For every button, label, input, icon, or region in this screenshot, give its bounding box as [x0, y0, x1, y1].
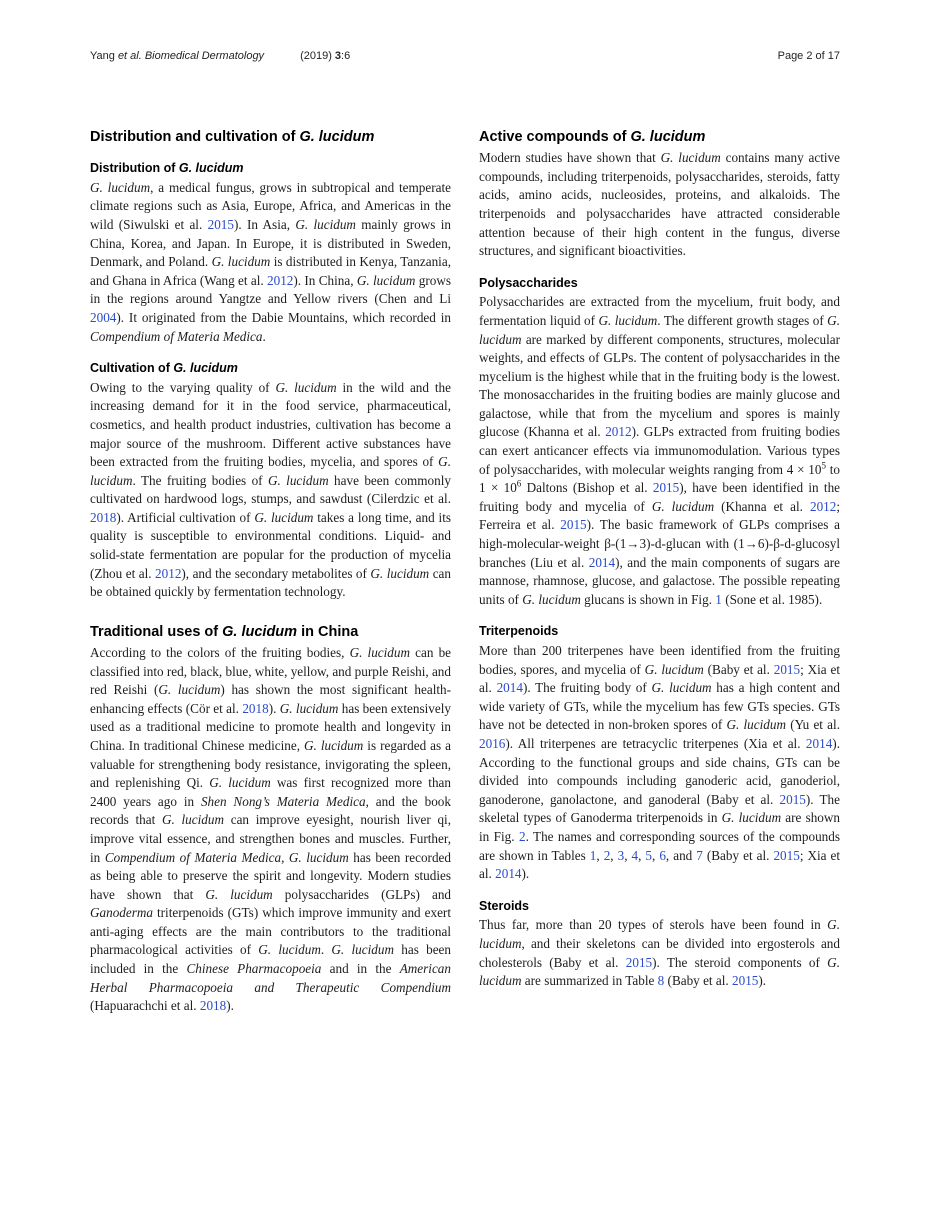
italic-text: G. lucidum	[222, 623, 298, 640]
citation-link[interactable]: 2014	[588, 554, 616, 570]
citation-link[interactable]: 1	[589, 847, 597, 863]
italic-text: G. lucidum	[267, 472, 329, 488]
citation-link[interactable]: 2014	[496, 680, 523, 696]
italic-text: Compendium of Materia Medica	[104, 849, 282, 865]
citation-link[interactable]: 2012	[155, 565, 182, 581]
citation-link[interactable]: 2014	[495, 866, 522, 882]
citation-link[interactable]: 3	[617, 847, 625, 863]
right-column	[479, 128, 840, 1016]
citation-link[interactable]: 2016	[479, 736, 506, 751]
superscript: 5	[821, 460, 826, 471]
italic-text: G. lucidum	[721, 810, 782, 826]
italic-text: et al. Biomedical Dermatology	[117, 50, 265, 62]
citation-link[interactable]: 6	[659, 847, 666, 863]
italic-text: G. lucidum	[349, 644, 411, 660]
citation-link[interactable]: 8	[657, 973, 665, 989]
italic-text: G. lucidum	[279, 700, 339, 716]
italic-text: G. lucidum	[288, 849, 349, 865]
section-heading: Active compounds of G. lucidum	[479, 129, 706, 145]
citation-link[interactable]: 2015	[779, 791, 806, 807]
superscript: 6	[516, 478, 522, 489]
italic-text: Compendium of Materia Medica	[90, 328, 263, 344]
italic-text: American Herbal Pharmacopoeia and Therapeutic Compendium	[90, 961, 451, 995]
running-head	[90, 50, 350, 62]
italic-text: G. lucidum	[522, 591, 581, 607]
italic-text: G. lucidum	[630, 129, 706, 145]
italic-text: G. lucidum	[295, 216, 356, 232]
italic-text: G. lucidum	[598, 312, 658, 328]
citation-link[interactable]: 2012	[605, 424, 632, 440]
citation-link[interactable]: 5	[645, 847, 653, 863]
citation-link[interactable]: 2018	[199, 998, 227, 1014]
paragraph: According to the colors of the fruiting bodies, G. lucidum can be classified into red, black, blue, white, yellow, and purple Reishi, and red Reishi (G. lucidum) has shown the most significant health-enhancing effects (Cör et al. 2018). G. lucidum has been extensively used as a traditional medicine to promote health and longevity in China. In traditional Chinese medicine, G. lucidum is regarded as a valuable for strengthening body resistance, invigorating the spleen, and replenishing Qi. G. lucidum was first recognized more than 2400 years ago in Shen Nong’s Materia Medica, and the book records that G. lucidum can improve eyesight, nourish liver qi, improve vital essence, and strengthen bones and muscles. Further, in Compendium of Materia Medica, G. lucidum has been recorded as being able to preserve the spirit and longevity. Modern studies have shown that G. lucidum polysaccharides (GLPs) and Ganoderma triterpenoids (GTs) which improve immunity and exert anti-aging effects are the main contributors to the traditional pharmacological activities of G. lucidum. G. lucidum has been included in the Chinese Pharmacopoeia and in the American Herbal Pharmacopoeia and Therapeutic Compendium (Hapuarachchi et al. 2018).	[90, 644, 452, 1014]
paragraph: Thus far, more than 20 types of sterols have been found in G. lucidum, and their skeletons can be divided into ergosterols and cholesterols (Baby et al. 2015). The steroid components of G. lucidum are summarized in Table 8 (Baby et al. 2015).	[479, 917, 840, 989]
italic-text: G. lucidum	[479, 917, 840, 951]
citation-link[interactable]: 2015	[732, 973, 759, 989]
italic-text: G. lucidum	[651, 498, 715, 514]
italic-text: G. lucidum	[356, 272, 416, 288]
citation-link[interactable]: 2015	[773, 847, 800, 863]
italic-text: G. lucidum	[370, 565, 430, 581]
italic-text: G. lucidum	[205, 886, 273, 902]
italic-text: Shen Nong’s Materia Medica	[200, 793, 366, 809]
subsection-heading: Cultivation of G. lucidum	[90, 361, 238, 376]
italic-text: G. lucidum	[299, 129, 375, 145]
subsection-heading: Polysaccharides	[479, 275, 578, 290]
italic-text: G. lucidum	[162, 812, 225, 828]
running-head-volume: (2019) 3:6	[300, 50, 351, 62]
italic-text: G. lucidum	[651, 680, 712, 696]
article-body	[90, 128, 840, 1016]
italic-text: G. lucidum	[331, 942, 394, 958]
citation-link[interactable]: 2015	[207, 216, 234, 232]
citation-link[interactable]: 2015	[560, 517, 587, 533]
italic-text: G. lucidum	[90, 454, 451, 488]
italic-text: G. lucidum	[90, 179, 151, 195]
citation-link[interactable]: 4	[631, 847, 639, 863]
italic-text: G. lucidum	[644, 661, 704, 677]
italic-text: G. lucidum	[158, 682, 221, 698]
running-head-citation: Yang et al. Biomedical Dermatology	[90, 50, 265, 62]
citation-link[interactable]: 2015	[652, 480, 680, 496]
section-heading: Distribution and cultivation of G. lucidum	[90, 129, 375, 145]
italic-text: G. lucidum	[304, 737, 364, 753]
subsection-heading: Distribution of G. lucidum	[90, 161, 244, 176]
citation-link[interactable]: 2014	[805, 736, 833, 751]
italic-text: G. lucidum	[254, 509, 314, 525]
left-column	[90, 128, 451, 1016]
subsection-heading: Steroids	[479, 898, 530, 913]
italic-text: G. lucidum	[275, 379, 337, 395]
citation-link[interactable]: 2	[518, 828, 526, 844]
italic-text: G. lucidum	[660, 150, 721, 166]
paragraph: Polysaccharides are extracted from the mycelium, fruit body, and fermentation liquid of G. lucidum. The different growth stages of G. lucidum are marked by different components, structures, molecular weights, and effects of GLPs. The content of polysaccharides in the mycelium is the highest while that in the fruiting body is the lowest. The monosaccharides in the fruiting bodies are mainly glucose and galactose, while that from the mycelium and spores is mainly glucose (Khanna et al. 2012). GLPs extracted from fruiting bodies can exert anticancer effects via immunomodulation. Various types of polysaccharides, with molecular weights ranging from $4 \times 10^5$ to $1 \times 10^6$ Daltons (Bishop et al. 2015), have been identified in the fruiting body and mycelia of G. lucidum (Khanna et al. 2012; Ferreira et al. 2015). The basic framework of GLPs comprises a high-molecular-weight β-(1→3)-d-glucan with (1→6)-β-d-glucosyl branches (Liu et al. 2014), and the main components of sugars are mannose, rhamnose, glucose, and galactose. The possible repeating units of G. lucidum glucans is shown in Fig. 1 (Sone et al. 1985).	[479, 294, 841, 607]
citation-link[interactable]: 7	[696, 847, 703, 863]
subsection-heading: Triterpenoids	[479, 624, 559, 639]
italic-text: Ganoderma	[90, 905, 154, 921]
citation-link[interactable]: 2018	[90, 509, 117, 525]
paragraph: G. lucidum, a medical fungus, grows in subtropical and temperate climate regions such as Asia, Europe, Africa, and Americas in the wild (Siwulski et al. 2015). In Asia, G. lucidum mainly grows in China, Korea, and Japan. In Europe, it is distributed in Sweden, Denmark, and Poland. G. lucidum is distributed in Kenya, Tanzania, and Ghana in Africa (Wang et al. 2012). In China, G. lucidum grows in the regions around Yangtze and Yellow rivers (Chen and Li 2004). It originated from the Dabie Mountains, which recorded in Compendium of Materia Medica.	[90, 179, 452, 344]
citation-link[interactable]: 1	[715, 591, 722, 607]
citation-link[interactable]: 2015	[773, 661, 801, 677]
italic-text: G. lucidum	[479, 312, 840, 347]
page-number: Page 2 of 17	[777, 50, 840, 62]
citation-link[interactable]: 2018	[242, 700, 269, 716]
citation-link[interactable]: 2015	[625, 954, 653, 970]
paragraph: Owing to the varying quality of G. lucidum in the wild and the increasing demand for it in the food service, pharmaceutical, cosmetics, and health product industries, cultivation has become a major source of the mushroom. Different active substances have been extracted from the fruiting bodies, mycelia, and spores of G. lucidum. The fruiting bodies of G. lucidum have been commonly cultivated on hardwood logs, stumps, and sawdust (Cilerdzic et al. 2018). Artificial cultivation of G. lucidum takes a long time, and its quality is susceptible to environmental conditions. Liquid- and solid-state fermentation are popular for the production of mycelia (Zhou et al. 2012), and the secondary metabolites of G. lucidum can be obtained quickly by fermentation technology.	[90, 379, 451, 600]
italic-text: G. lucidum	[479, 954, 840, 989]
paragraph: More than 200 triterpenes have been identified from the fruiting bodies, spores, and mycelia of G. lucidum (Baby et al. 2015; Xia et al. 2014). The fruiting body of G. lucidum has a high content and wide variety of GTs, while the mycelium has few GTs species. GTs have not be detected in non-broken spores of G. lucidum (Yu et al. 2016). All triterpenes are tetracyclic triterpenes (Xia et al. 2014). According to the functional groups and side chains, GTs can be divided into compounds including ganoderic acid, ganoderiol, ganoderone, ganolactone, and ganoderal (Baby et al. 2015). The skeletal types of Ganoderma triterpenoids in G. lucidum are shown in Fig. 2. The names and corresponding sources of the compounds are shown in Tables 1, 2, 3, 4, 5, 6, and 7 (Baby et al. 2015; Xia et al. 2014).	[479, 643, 841, 882]
italic-text: G. lucidum	[209, 775, 271, 791]
italic-text: G. lucidum	[178, 161, 244, 176]
bold-text: 3	[334, 50, 342, 62]
paragraph: Modern studies have shown that G. lucidum contains many active compounds, including triterpenoids, polysaccharides, steroids, fatty acids, amino acids, nucleosides, proteins, and alkaloids. The triterpenoids and polysaccharides have attracted considerable attention because of their high content in the fungus, diverse structures, and significant bioactivities.	[479, 150, 840, 259]
page-header	[90, 50, 840, 62]
italic-text: G. lucidum	[258, 942, 321, 958]
citation-link[interactable]: 2012	[809, 498, 837, 514]
italic-text: G. lucidum	[726, 717, 786, 733]
italic-text: G. lucidum	[211, 254, 271, 270]
italic-text: G. lucidum	[173, 361, 238, 376]
italic-text: Chinese Pharmacopoeia	[186, 961, 322, 977]
citation-link[interactable]: 2004	[90, 309, 117, 325]
citation-link[interactable]: 2	[603, 847, 611, 863]
citation-link[interactable]: 2012	[267, 272, 294, 288]
section-heading: Traditional uses of G. lucidum in China	[90, 623, 359, 640]
